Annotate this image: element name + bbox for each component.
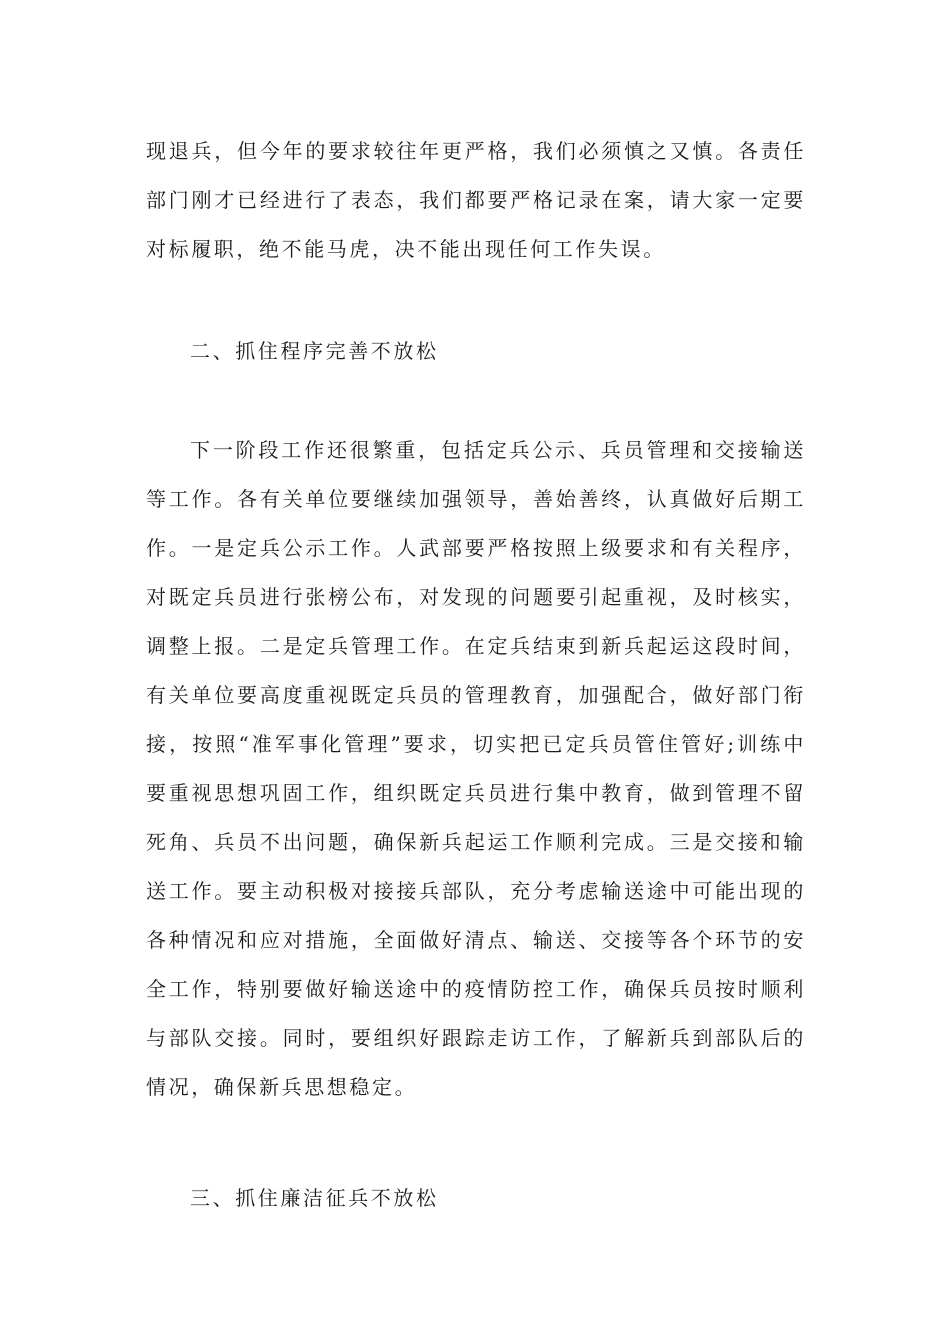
paragraph-2-line-13: 与部队交接。同时，要组织好跟踪走访工作，了解新兵到部队后的 [146, 1026, 806, 1050]
paragraph-2-line-11: 各种情况和应对措施，全面做好清点、输送、交接等各个环节的安 [146, 928, 806, 952]
paragraph-2-line-4: 对既定兵员进行张榜公布，对发现的问题要引起重视，及时核实， [146, 585, 806, 609]
paragraph-2-line-2: 等工作。各有关单位要继续加强领导，善始善终，认真做好后期工 [146, 487, 806, 511]
paragraph-2-line-8: 要重视思想巩固工作，组织既定兵员进行集中教育，做到管理不留 [146, 781, 806, 805]
section-heading-3: 三、抓住廉洁征兵不放松 [190, 1186, 439, 1210]
paragraph-2-line-7: 接，按照“准军事化管理”要求，切实把已定兵员管住管好;训练中 [146, 732, 806, 756]
paragraph-2-line-12: 全工作，特别要做好输送途中的疫情防控工作，确保兵员按时顺利 [146, 977, 806, 1001]
paragraph-2-line-10: 送工作。要主动积极对接接兵部队，充分考虑输送途中可能出现的 [146, 879, 806, 903]
paragraph-2-line-9: 死角、兵员不出问题，确保新兵起运工作顺利完成。三是交接和输 [146, 830, 806, 854]
paragraph-1-line-2: 部门刚才已经进行了表态，我们都要严格记录在案，请大家一定要 [146, 188, 806, 212]
paragraph-2-line-3: 作。一是定兵公示工作。人武部要严格按照上级要求和有关程序， [146, 536, 806, 560]
paragraph-1-line-1: 现退兵，但今年的要求较往年更严格，我们必须慎之又慎。各责任 [146, 139, 806, 163]
paragraph-1-line-3: 对标履职，绝不能马虎，决不能出现任何工作失误。 [146, 237, 666, 261]
section-heading-2: 二、抓住程序完善不放松 [190, 339, 439, 363]
paragraph-2-line-14: 情况，确保新兵思想稳定。 [146, 1075, 418, 1099]
paragraph-2-line-6: 有关单位要高度重视既定兵员的管理教育，加强配合，做好部门衔 [146, 683, 806, 707]
paragraph-2-line-1: 下一阶段工作还很繁重，包括定兵公示、兵员管理和交接输送 [190, 438, 806, 462]
paragraph-2-line-5: 调整上报。二是定兵管理工作。在定兵结束到新兵起运这段时间， [146, 634, 806, 658]
